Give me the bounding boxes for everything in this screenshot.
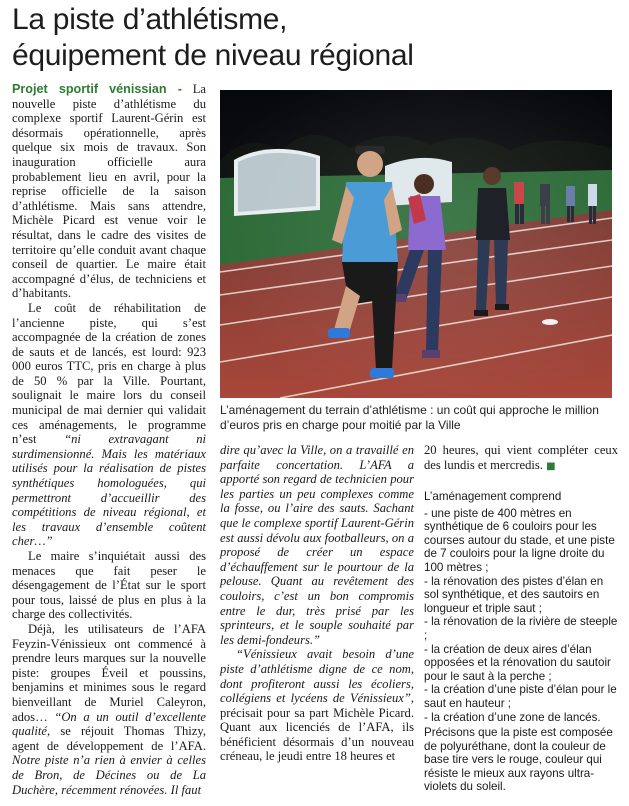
- paragraph-2: [12, 301, 206, 549]
- paragraph-4-quote: “On a un outil d’excellente qualité,: [12, 709, 206, 739]
- paragraph-2-text: Le coût de réhabilitation de l’ancienne piste, qui s’est accompagnée de la création de zones de sauts et de lancés, est lourd: 923 000 euros TTC, pris en charge à plus de 50 % par la Ville. Pourtant, soulignait le maire lors du conseil municipal de mai dernier qui validait ces aménagements, le programme n’est: [12, 300, 206, 447]
- paragraph-5: dire qu’avec la Ville, on a travaillé en parfaite concertation. L’AFA a apporté son regard de technicien pour les parties un peu complexes comme la fosse, ou l’aire des sauts. Sachant que le complexe sportif Laurent-Gérin est aussi dévolu aux footballeurs, on a proposé de créer un espace d’échauffement sur le pourtour de la pelouse. Quant au revêtement des couloirs, c’est un bon compromis entre le dur, très prisé par les sprinteurs, et le souple souhaité par les demi-fondeurs.”: [220, 443, 414, 647]
- kicker: Projet sportif vénissian -: [12, 82, 182, 96]
- paragraph-4: [12, 622, 206, 797]
- paragraph-2-quote: “ni extravagant ni surdimensionné. Mais les matériaux utilisés pour la réalisation de pistes synthétiques homologuées, qui permettront d’accueillir des compétitions de niveau régional, et les travaux d’ensemble coûtent cher…”: [12, 432, 206, 549]
- paragraph-4-quote-2: Notre piste n’a rien à envier à celles de Bron, de Décines ou de La Duchère, récemment rénovées. Il faut: [12, 753, 206, 797]
- details-box: [424, 490, 618, 806]
- article-column-3: [424, 443, 618, 474]
- article-column-1: [12, 82, 206, 797]
- paragraph-4-text-2: se réjouit Thomas Thizy, agent de développement de l’AFA.: [12, 724, 206, 753]
- paragraph-1: [12, 82, 206, 301]
- paragraph-7-text: 20 heures, qui vient compléter ceux des lundis et mercredis.: [424, 443, 618, 472]
- headline-line-1: La piste d’athlétisme,: [12, 3, 288, 36]
- headline-line-2: équipement de niveau régional: [12, 39, 414, 72]
- details-box-title: L’aménagement comprend: [424, 490, 562, 503]
- details-item: - la création de deux aires d’élan opposées et la rénovation du sautoir pour le saut à la perche ;: [424, 642, 611, 683]
- paragraph-7: [424, 443, 618, 474]
- paragraph-6-quote: “Vénissieux avait besoin d’une piste d’athlétisme digne de ce nom, dont profiteront aussi les écoliers, collégiens et lycéens de Vénissieux”,: [220, 647, 414, 706]
- article-column-2: [220, 443, 414, 764]
- end-mark-icon: ■: [546, 460, 556, 472]
- details-note: Précisons que la piste est composée de polyuréthane, dont la couleur de base tire vers le rouge, couleur qui résiste le mieux aux rayons ultra-violets du soleil.: [424, 726, 613, 794]
- paragraph-1-text: La nouvelle piste d’athlétisme du complexe sportif Laurent-Gérin est désormais opérationnelle, après quelque six mois de travaux. Son inauguration officielle aura probablement lieu en avril, pour la reprise officielle de la saison d’athlétisme. Mais sans attendre, Michèle Picard est venue voir le résultat, dans le cadre des visites de territoire qu’elle conduit avant chaque conseil de quartier. Le maire était accompagné d’élus, de techniciens et d’habitants.: [12, 82, 206, 301]
- paragraph-4-text: Déjà, les utilisateurs de l’AFA Feyzin-Vénissieux ont commencé à prendre leurs marques sur la nouvelle piste: groupes Éveil et poussins, benjamins et minimes sous le regard bienveillant de Muriel Caleyron, ados…: [12, 621, 206, 724]
- photo-caption: L’aménagement du terrain d’athlétisme : un coût qui approche le million d’euros pris en charge pour moitié par la Ville: [220, 403, 599, 432]
- athletes-track-photo: [220, 90, 612, 398]
- details-item: - la création d’une zone de lancés.: [424, 710, 601, 724]
- paragraph-3: Le maire s’inquiétait aussi des menaces que fait peser le désengagement de l’État sur le sport pour tous, laissé de plus en plus à la charge des collectivités.: [12, 549, 206, 622]
- details-item: - une piste de 400 mètres en synthétique de 6 couloirs pour les courses autour du stade, et une piste de 7 couloirs pour la ligne droite du 100 mètres ;: [424, 506, 615, 574]
- article-headline: [12, 2, 622, 74]
- article-photo: [220, 90, 612, 398]
- paragraph-6-text: précisait pour sa part Michèle Picard. Quant aux licenciés de l’AFA, ils bénéficient désormais d’un nouveau créneau, le jeudi entre 18 heures et: [220, 705, 414, 764]
- details-item: - la rénovation des pistes d’élan en sol synthétique, et des sautoirs en longueur et triple saut ;: [424, 574, 604, 615]
- paragraph-6: [220, 647, 414, 764]
- details-item: - la création d’une piste d’élan pour le saut en hauteur ;: [424, 683, 617, 710]
- details-item: - la rénovation de la rivière de steeple ;: [424, 615, 618, 642]
